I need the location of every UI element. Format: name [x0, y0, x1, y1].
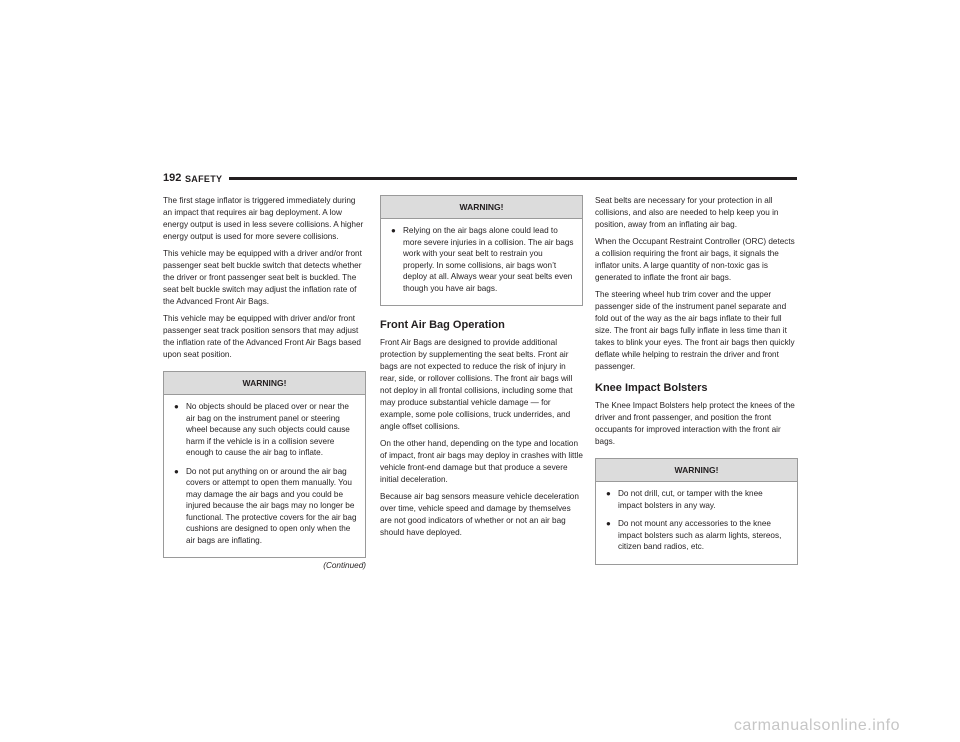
- warning-item: ● Do not drill, cut, or tamper with the knee impact bolsters in any way.: [606, 489, 763, 510]
- bullet-icon: ●: [606, 519, 611, 528]
- header-rule: [229, 177, 797, 180]
- warning-list: [172, 401, 357, 546]
- paragraph: Seat belts are necessary for your protection in all collisions, and also are needed to help keep you in position, away from an inflating air bag.: [595, 196, 779, 229]
- watermark: carmanualsonline.info: [733, 717, 900, 734]
- paragraph: Because air bag sensors measure vehicle deceleration over time, vehicle speed and damage by themselves are not good indicators of whether or not an air bag should have deployed.: [380, 492, 579, 537]
- warning-title: WARNING!: [164, 372, 365, 395]
- page-number: 192: [163, 172, 182, 184]
- column-left: [163, 195, 366, 572]
- bullet-icon: ●: [391, 226, 396, 235]
- column-middle: [380, 195, 583, 544]
- bullet-icon: ●: [606, 489, 611, 498]
- warning-item: ● Do not mount any accessories to the knee impact bolsters such as alarm lights, stereos, citizen band radios, etc.: [606, 519, 782, 551]
- paragraph: Front Air Bags are designed to provide additional protection by supplementing the seat belts. Front air bags are not expected to reduce the risk of injury in rear, side, or rollover collisions. The front air bags will not deploy in all frontal collisions, including some that may produce substantial vehicle damage — for example, some pole collisions, truck underrides, and angle offset collisions.: [380, 338, 573, 431]
- warning-title: WARNING!: [381, 196, 582, 219]
- continued-label: (Continued): [323, 561, 366, 570]
- warning-list: [389, 225, 574, 294]
- paragraph: The Knee Impact Bolsters help protect the knees of the driver and front passenger, and position the front occupants for improved interaction with the front air bags.: [595, 401, 795, 446]
- bullet-icon: ●: [174, 466, 179, 476]
- paragraph: This vehicle may be equipped with a driver and/or front passenger seat belt buckle switch that detects whether the driver or front passenger seat belt is buckled. The seat belt buckle switch may adjust the inflation rate of the Advanced Front Air Bags.: [163, 249, 362, 306]
- section-heading: Knee Impact Bolsters: [595, 382, 708, 394]
- bullet-icon: ●: [174, 402, 179, 411]
- warning-item: ● Relying on the air bags alone could lead to more severe injuries in a collision. The air bags work with your seat belt to restrain you properly. In some collisions, air bags won’t deploy at all. Always wear your seat belts even though you have air bags.: [391, 226, 574, 293]
- warning-box: [380, 195, 583, 306]
- paragraph: On the other hand, depending on the type and location of impact, front air bags may deploy in crashes with little vehicle front-end damage but that produce a severe initial deceleration.: [380, 439, 583, 484]
- column-right: [595, 195, 798, 565]
- paragraph: The steering wheel hub trim cover and the upper passenger side of the instrument panel separate and fold out of the way as the air bags inflate to their full size. The front air bags fully inflate in less time than it takes to blink your eyes. The front air bags then quickly deflate while helping to restrain the driver and front passenger.: [595, 290, 795, 371]
- paragraph: When the Occupant Restraint Controller (ORC) detects a collision requiring the front air bags, it signals the inflator units. A large quantity of non-toxic gas is generated to inflate the front air bags.: [595, 237, 795, 282]
- section-title: SAFETY: [185, 174, 223, 184]
- section-heading: Front Air Bag Operation: [380, 319, 505, 331]
- warning-item: ● No objects should be placed over or near the air bag on the instrument panel or steering wheel because any such objects could cause harm if the vehicle is in a collision severe enough to cause the air bag to inflate.: [174, 402, 350, 457]
- warning-box: [595, 458, 798, 565]
- warning-title: WARNING!: [596, 459, 797, 482]
- warning-box: [163, 371, 366, 558]
- paragraph: This vehicle may be equipped with driver and/or front passenger seat track position sensors that may adjust the inflation rate of the Advanced Front Air Bags based upon seat position.: [163, 314, 361, 359]
- page-header: [163, 171, 797, 187]
- paragraph: The first stage inflator is triggered immediately during an impact that requires air bag deployment. A low energy output is used in less severe collisions. A higher energy output is used for more severe collisions.: [163, 196, 364, 241]
- warning-list: [604, 488, 789, 553]
- warning-item: ● Do not put anything on or around the air bag covers or attempt to open them manually. You may damage the air bags and you could be injured because the air bags may no longer be functional. The protective covers for the air bag cushions are designed to open only when the air bags are inflating.: [174, 466, 357, 545]
